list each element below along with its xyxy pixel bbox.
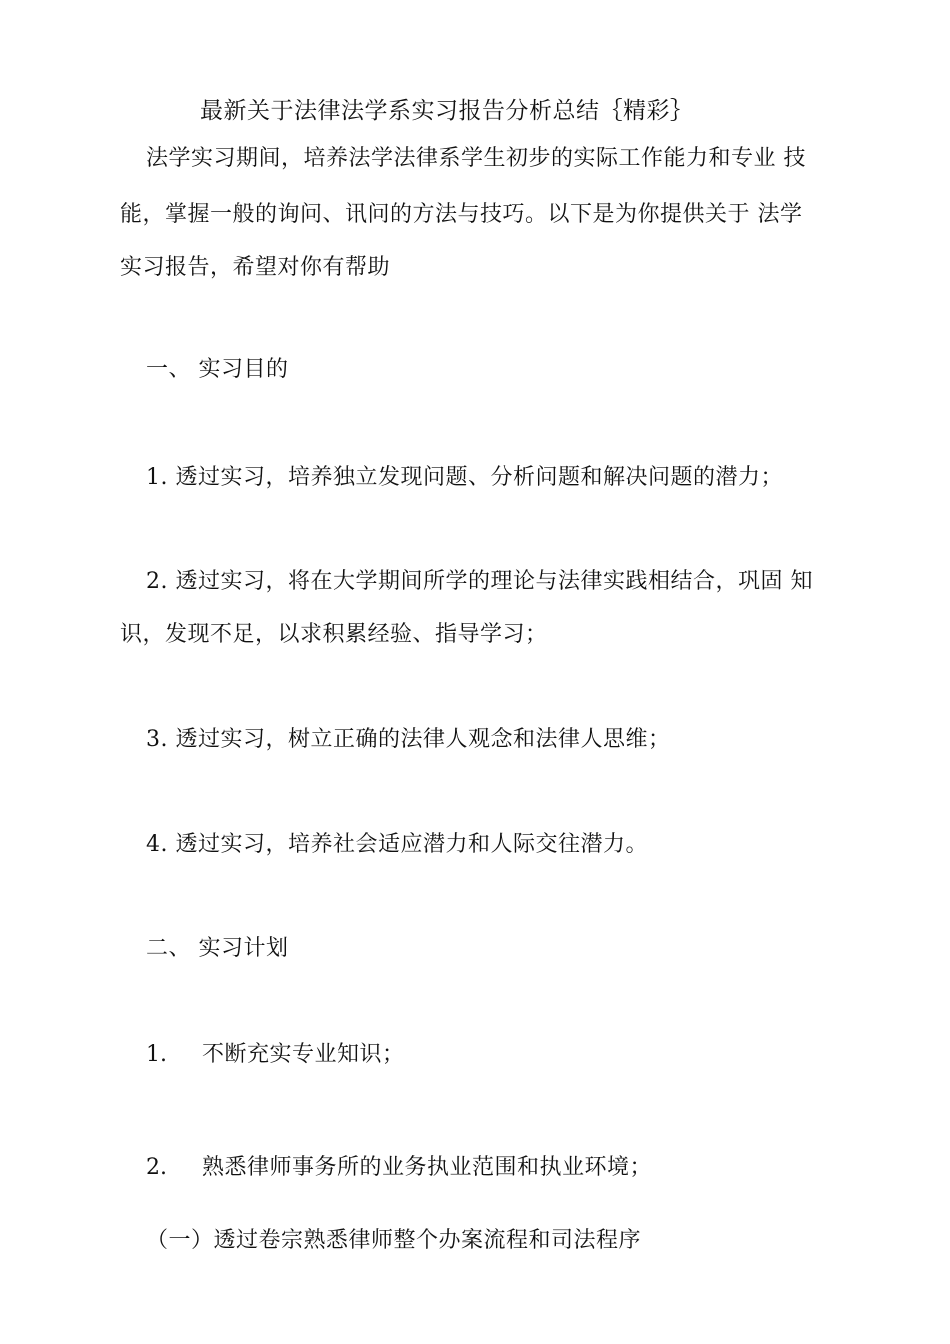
document-title: 最新关于法律法学系实习报告分析总结｛精彩｝	[200, 98, 694, 124]
section-heading-plan: 二、 实习计划	[146, 936, 289, 961]
plan-item-2-text: 熟悉律师事务所的业务执业范围和执业环境；	[202, 1155, 653, 1180]
intro-line-1: 法学实习期间，培养法学法律系学生初步的实际工作能力和专业 技	[146, 146, 806, 171]
purpose-item-2: 2. 透过实习，将在大学期间所学的理论与法律实践相结合，巩固 知	[146, 569, 813, 594]
plan-item-2-number: 2.	[146, 1155, 167, 1180]
intro-line-3: 实习报告，希望对你有帮助	[120, 255, 391, 280]
purpose-item-2-cont: 识，发现不足，以求积累经验、指导学习；	[120, 622, 548, 647]
purpose-item-4: 4. 透过实习，培养社会适应潜力和人际交往潜力。	[146, 832, 648, 857]
plan-item-1-text: 不断充实专业知识；	[202, 1042, 405, 1067]
plan-item-1-number: 1.	[146, 1042, 167, 1067]
section-heading-purpose: 一、 实习目的	[146, 357, 289, 382]
purpose-item-3: 3. 透过实习，树立正确的法律人观念和法律人思维；	[146, 727, 671, 752]
plan-subsection: （一）透过卷宗熟悉律师整个办案流程和司法程序	[146, 1228, 642, 1253]
purpose-item-1: 1. 透过实习，培养独立发现问题、分析问题和解决问题的潜力；	[146, 465, 783, 490]
intro-line-2: 能，掌握一般的询问、讯问的方法与技巧。以下是为你提供关于 法学	[120, 202, 803, 227]
